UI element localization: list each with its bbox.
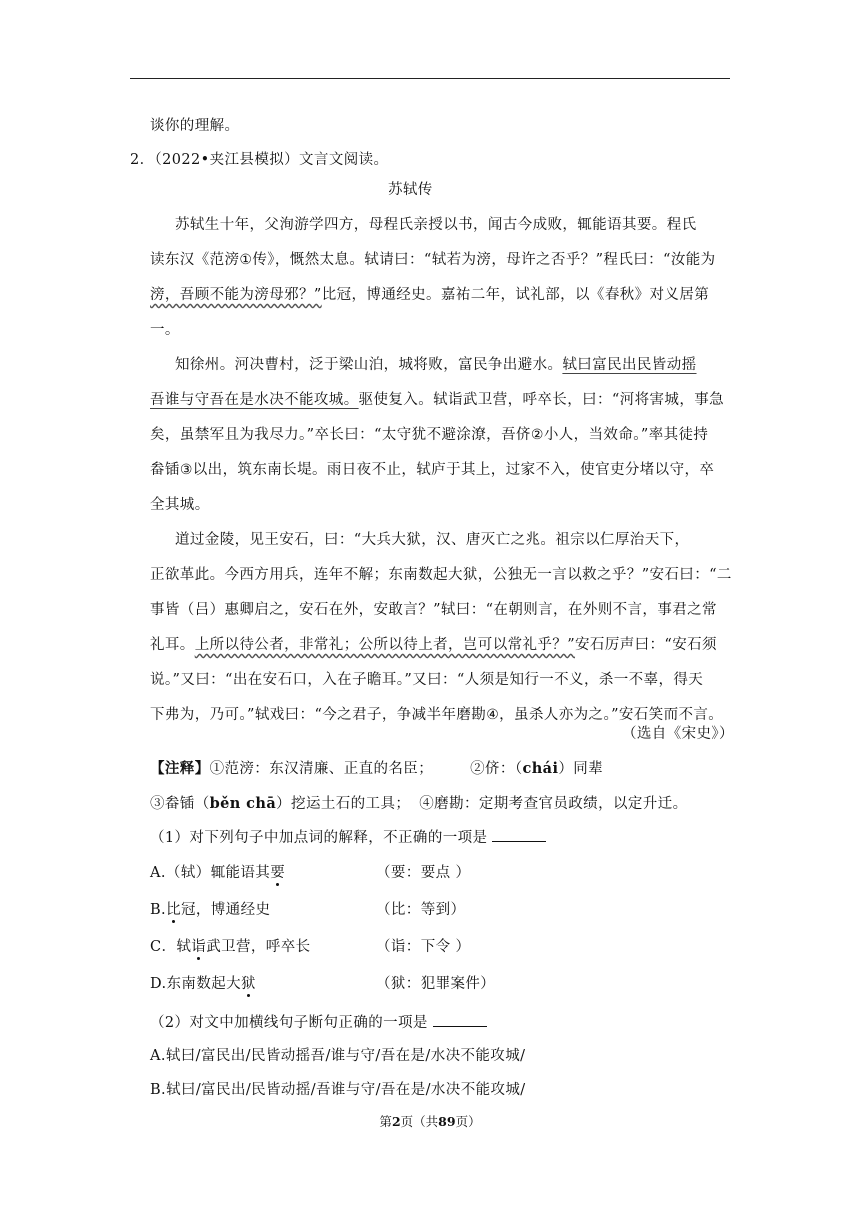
note-marker-2: ②	[530, 427, 544, 443]
p3-line3: 事皆（吕）惠卿启之，安石在外，安敢言？”轼曰：“在朝则言，在外则不言，事君之常	[150, 602, 717, 618]
note-marker-4: ④	[486, 707, 500, 723]
p2-line5: 全其城。	[150, 497, 210, 513]
dotted-word: 比	[166, 902, 181, 918]
answer-blank-2[interactable]	[433, 1014, 487, 1027]
p1-line1: 苏轼生十年，父洵游学四方，母程氏亲授以书，闻古今成败，辄能语其要。程氏	[175, 217, 697, 233]
total-pages: 89	[438, 1114, 456, 1129]
option-d: D.东南数起大狱	[150, 976, 256, 992]
dotted-word: 要	[270, 865, 286, 881]
underlined-sentence-part1: 轼曰富民出民皆动摇	[562, 357, 697, 373]
answer-blank-1[interactable]	[492, 829, 546, 842]
wavy-underlined-sentence-2: 上所以待公者，非常礼；公所以待上者，岂可以常礼乎？”	[194, 637, 576, 653]
p3-line5: 说。”又曰：“出在安石口，入在子瞻耳。”又曰：“人须是知行一不义，杀一不辜，得天	[150, 672, 704, 688]
passage-title: 苏轼传	[388, 182, 433, 198]
option-a-gloss: （要：要点 ）	[376, 865, 471, 881]
sub-question-1-stem: （1）对下列句子中加点词的解释，不正确的一项是	[150, 826, 546, 847]
notes-line2: ③畚锸（běn chā）挖运土石的工具； ④磨勘：定期考查官员政绩，以定升迁。	[150, 795, 688, 812]
p2-line4: 畚锸③以出，筑东南长堤。雨日夜不止，轼庐于其上，过家不入，使官吏分堵以守，卒	[150, 462, 715, 478]
notes-label: 【注释】	[150, 760, 210, 777]
sub-question-2-stem: （2）对文中加横线句子断句正确的一项是	[150, 1011, 487, 1032]
notes-line1: 【注释】①范滂：东汉清廉、正直的名臣； ②侪：（chái）同辈	[150, 760, 604, 777]
option-d-gloss: （狱：犯罪案件）	[376, 976, 496, 992]
underlined-sentence-part2: 吾谁与守吾在是水决不能攻城。	[150, 392, 359, 408]
option-b: B.比冠，博通经史	[150, 902, 271, 918]
dotted-word: 诣	[191, 939, 207, 955]
p1-line3: 滂，吾顾不能为滂母邪？”比冠，博通经史。嘉祐二年，试礼部，以《春秋》对义居第	[150, 287, 710, 303]
option-a: A.（轼）辄能语其要	[150, 865, 286, 881]
header-rule	[130, 78, 730, 79]
sub2-option-b: B.轼曰/富民出/民皆动摇/吾谁与守/吾在是/水决不能攻城/	[150, 1082, 526, 1098]
p3-line2: 正欲革此。今西方用兵，连年不解；东南数起大狱，公独无一言以救之乎？”安石曰：“二	[150, 567, 732, 583]
dotted-word: 狱	[241, 976, 256, 992]
page-footer: 第2页（共89页）	[379, 1114, 481, 1129]
sub2-option-a: A.轼曰/富民出/民皆动摇吾/谁与守/吾在是/水决不能攻城/	[150, 1048, 526, 1064]
page-number: 2	[391, 1114, 401, 1129]
note-marker-1: ①	[239, 252, 253, 268]
p3-line1: 道过金陵，见王安石，曰：“大兵大狱，汉、唐灭亡之兆。祖宗以仁厚治天下，	[175, 532, 690, 548]
p2-line2: 吾谁与守吾在是水决不能攻城。驱使复入。轼诣武卫营，呼卒长，曰：“河将害城，事急	[150, 392, 725, 408]
note-marker-3: ③	[179, 462, 193, 478]
p2-line1: 知徐州。河决曹村，泛于梁山泊，城将败，富民争出避水。轼曰富民出民皆动摇	[175, 357, 697, 373]
p3-line4: 礼耳。上所以待公者，非常礼；公所以待上者，岂可以常礼乎？”安石厉声曰：“安石须	[150, 637, 717, 653]
option-b-gloss: （比：等到）	[376, 902, 466, 918]
p2-line3: 矣，虽禁军且为我尽力。”卒长曰：“太守犹不避涂潦，吾侪②小人，当效命。”率其徒持	[150, 427, 709, 443]
p1-line2: 读东汉《范滂①传》，慨然太息。轼请曰：“轼若为滂，母许之否乎？”程氏曰：“汝能为	[150, 252, 716, 268]
wavy-underlined-sentence: 滂，吾顾不能为滂母邪？”	[150, 287, 322, 303]
option-c: C．轼诣武卫营，呼卒长	[150, 939, 311, 955]
prev-question-fragment: 谈你的理解。	[150, 118, 240, 134]
question-2-heading: 2．（2022•夹江县模拟）文言文阅读。	[130, 152, 389, 168]
source-citation: （选自《宋史》）	[622, 726, 734, 742]
option-c-gloss: （诣：下令 ）	[376, 939, 471, 955]
p1-line4: 一。	[150, 322, 180, 338]
p3-line6: 下弗为，乃可。”轼戏曰：“今之君子，争减半年磨勘④，虽杀人亦为之。”安石笑而不言。	[150, 707, 724, 723]
